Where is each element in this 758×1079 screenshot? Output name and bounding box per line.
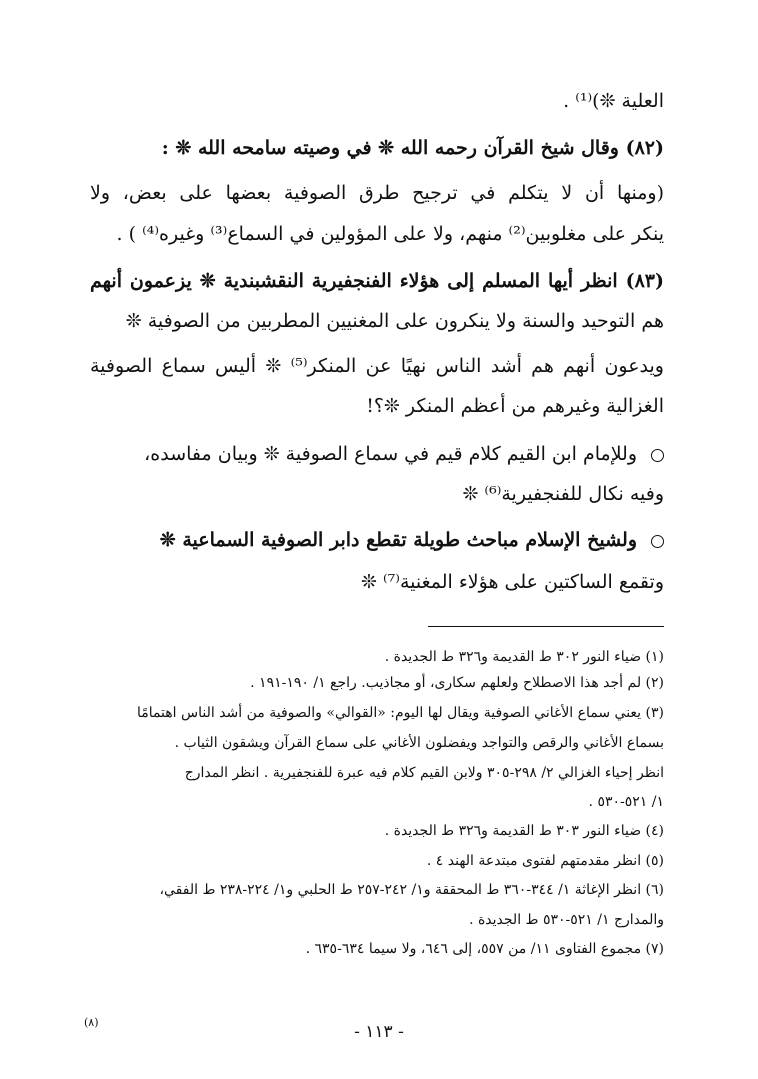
body-line-item-83-2: هم التوحيد والسنة ولا ينكرون على المغنيين المطربين من الصوفية ❊ [125,310,664,332]
footnote-6-cont: والمدارج ١/ ٥٢١-٥٣٠ ط الجديدة . [469,912,664,928]
body-line-shaykh-islam [90,525,664,555]
bullet-circle-icon [651,535,664,548]
body-line-item-82: (٨٢) وقال شيخ القرآن رحمه الله ❊ في وصيته سامحه الله ❊ : [161,137,664,159]
footnote-4: (٤) ضياء النور ٣٠٣ ط القديمة و٣٢٦ ط الجديدة . [384,823,664,839]
body-line-question-2: الغزالية وغيرهم من أعظم المنكر ❊؟! [366,395,664,417]
body-line-ibn-qayyim [90,439,664,469]
body-line-quote-2: ينكر على مغلوبين⁽²⁾ منهم، ولا على المؤولين في السماع⁽³⁾ وغيره⁽⁴⁾ ) . [116,223,664,245]
body-line-quote-1: (ومنها أن لا يتكلم في ترجيح طرق الصوفية بعضها على بعض، ولا [90,182,664,204]
body-line-item-83: (٨٣) انظر أيها المسلم إلى هؤلاء الفنجفيرية النقشبندية ❊ يزعمون أنهم [90,270,664,292]
footnote-5: (٥) انظر مقدمتهم لفتوى مبتدعة الهند ٤ . [426,853,664,869]
footnote-3-cont-1: بسماع الأغاني والرقص والتواجد ويفضلون الأغاني على سماع القرآن ويشقون الثياب . [174,735,664,751]
body-line-question-1: ويدعون أنهم هم أشد الناس نهيًا عن المنكر⁽⁵⁾ ❊ أليس سماع الصوفية [90,355,664,377]
footnote-2: (٢) لم أجد هذا الاصطلاح ولعلهم سكارى، أو مجاذيب. راجع ١/ ١٩٠-١٩١ . [250,675,664,691]
body-line-ibn-qayyim-2: وفيه نكال للفنجفيرية⁽⁶⁾ ❊ [462,483,664,505]
bullet-circle-icon [651,449,664,462]
footnote-1: (١) ضياء النور ٣٠٢ ط القديمة و٣٢٦ ط الجديدة . [384,649,664,665]
body-line-shaykh-islam-2: وتقمع الساكتين على هؤلاء المغنية⁽⁷⁾ ❊ [361,571,664,593]
bullet-text: ولشيخ الإسلام مباحث طويلة تقطع دابر الصوفية السماعية ❊ [159,529,637,551]
footnote-7: (٧) مجموع الفتاوى ١١/ من ٥٥٧، إلى ٦٤٦، ولا سيما ٦٣٤-٦٣٥ . [305,941,664,957]
body-line-continuation: العلية ❊)⁽¹⁾ . [563,90,664,112]
footnote-3-cont-3: ١/ ٥٢١-٥٣٠ . [588,794,664,810]
page-number: - ١١٣ - [354,1022,404,1042]
footnote-6: (٦) انظر الإغاثة ١/ ٣٤٤-٣٦٠ ط المحققة و١/ ٢٤٢-٢٥٧ ط الحلبي و١/ ٢٢٤-٢٣٨ ط الفقي، [159,882,664,898]
footnote-3-cont-2: انظر إحياء الغزالي ٢/ ٢٩٨-٣٠٥ ولابن القيم كلام فيه عبرة للفنجفيرية . انظر المدارج [184,765,664,781]
signature-mark: (٨) [84,1016,99,1029]
bullet-text: وللإمام ابن القيم كلام قيم في سماع الصوفية ❊ وبيان مفاسده، [144,443,637,465]
footnote-divider [428,626,664,627]
footnote-3: (٣) يعني سماع الأغاني الصوفية ويقال لها اليوم: «القوالي» والصوفية من أشد الناس اهتمامًا [136,705,664,721]
